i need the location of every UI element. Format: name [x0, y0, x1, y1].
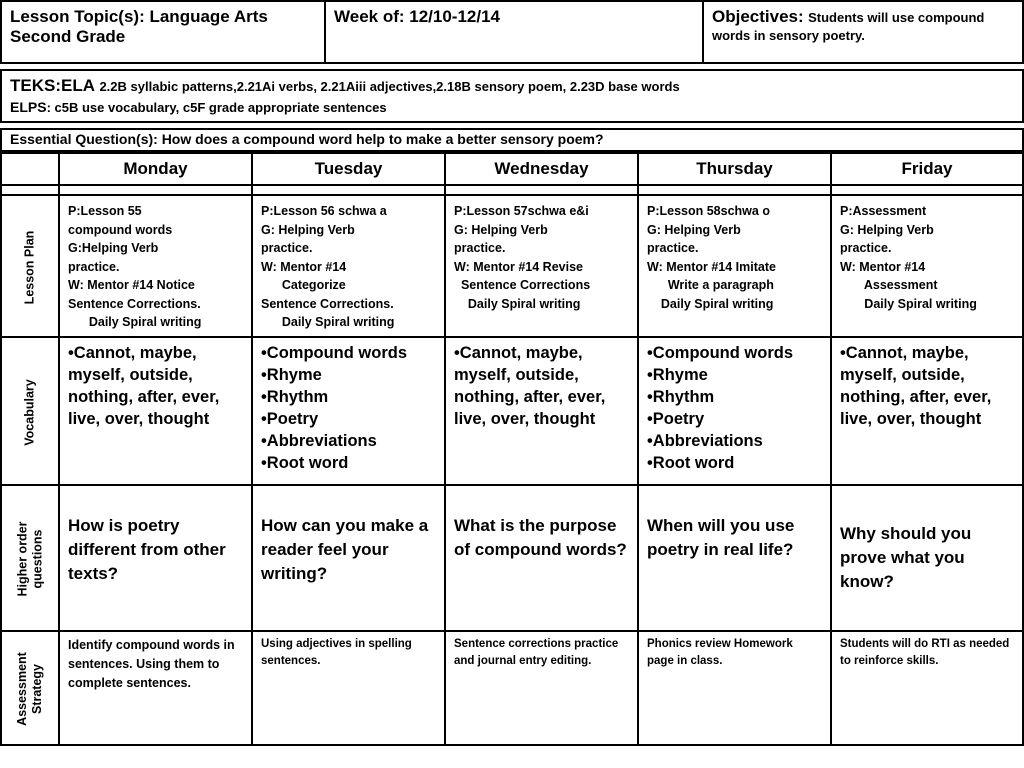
- lesson-plan-text: P:Lesson 56 schwa a G: Helping Verb practice. W: Mentor #14 Categorize Sentence Corrections. Daily Spiral writing: [261, 204, 395, 329]
- day-label: Monday: [123, 159, 188, 178]
- teks-text: 2.2B syllabic patterns,2.21Ai verbs, 2.21Aiii adjectives,2.18B sensory poem, 2.23D base words: [99, 79, 680, 94]
- row-label-assessment-line: Strategy: [30, 663, 44, 715]
- day-header-thursday: [639, 152, 832, 186]
- vocabulary-item: •Rhyme: [261, 366, 322, 384]
- higher-order-question: What is the purpose of compound words?: [454, 516, 627, 559]
- lesson-plan-text: P:Lesson 58schwa o G: Helping Verb practice. W: Mentor #14 Imitate Write a paragraph Daily Spiral writing: [647, 204, 776, 311]
- day-header-friday: [832, 152, 1024, 186]
- assessment-friday: [832, 632, 1024, 746]
- row-label-higher-order-line: Higher order: [15, 521, 30, 597]
- row-label-cell: [0, 152, 60, 186]
- vocabulary-item: •Poetry: [261, 410, 319, 428]
- higher-order-question: When will you use poetry in real life?: [647, 516, 795, 559]
- assessment-wednesday: [446, 632, 639, 746]
- day-label: Thursday: [696, 159, 773, 178]
- day-header-wednesday: [446, 152, 639, 186]
- assessment-text: Using adjectives in spelling sentences.: [261, 638, 412, 667]
- row-label-lesson-plan-text: Lesson Plan: [22, 230, 37, 304]
- lesson-plan-text: P:Lesson 55 compound words G:Helping Verb practice. W: Mentor #14 Notice Sentence Corrections. Daily Spiral writing: [68, 204, 202, 329]
- vocabulary-item: •Compound words: [647, 344, 794, 362]
- vocabulary-item: •Compound words: [261, 344, 408, 362]
- objectives-text: Students will use compound words in sensory poetry.: [712, 10, 985, 43]
- lesson-plan-tuesday: [253, 196, 446, 338]
- row-label-lesson-plan: [0, 196, 60, 338]
- teks-row: [0, 69, 1024, 123]
- higher-order-friday: [832, 486, 1024, 632]
- lesson-plan-thursday: [639, 196, 832, 338]
- essential-question-row: [0, 128, 1024, 152]
- vocabulary-thursday: [639, 338, 832, 486]
- row-label-higher-order: [0, 486, 60, 632]
- day-label: Friday: [901, 159, 953, 178]
- objectives-label: Objectives:: [712, 7, 804, 26]
- vocabulary-item: •Poetry: [647, 410, 705, 428]
- day-header-monday: [60, 152, 253, 186]
- vocabulary-wednesday: [446, 338, 639, 486]
- vocabulary-friday: [832, 338, 1024, 486]
- day-header-tuesday: [253, 152, 446, 186]
- assessment-text: Identify compound words in sentences. Using them to complete sentences.: [68, 638, 235, 690]
- elps-label: ELPS: [10, 99, 47, 115]
- assessment-text: Phonics review Homework page in class.: [647, 638, 793, 667]
- lesson-plan-wednesday: [446, 196, 639, 338]
- lesson-plan-text: P:Lesson 57schwa e&i G: Helping Verb practice. W: Mentor #14 Revise Sentence Corrections Daily Spiral writing: [454, 204, 591, 311]
- spacer-cell: [446, 186, 639, 196]
- topic-label: Lesson Topic(s): Language Arts: [10, 7, 268, 26]
- week-label: Week of: 12/10-12/14: [334, 7, 500, 26]
- higher-order-question: How can you make a reader feel your writing?: [261, 516, 429, 583]
- higher-order-thursday: [639, 486, 832, 632]
- assessment-tuesday: [253, 632, 446, 746]
- elps-text: : c5B use vocabulary, c5F grade appropriate sentences: [46, 100, 387, 115]
- vocabulary-item: •Rhythm: [261, 388, 329, 406]
- vocabulary-item: •Abbreviations: [647, 432, 763, 450]
- vocabulary-tuesday: [253, 338, 446, 486]
- higher-order-tuesday: [253, 486, 446, 632]
- assessment-text: Students will do RTI as needed to reinforce skills.: [840, 638, 1010, 667]
- objectives-cell: [704, 2, 1022, 64]
- spacer-cell: [60, 186, 253, 196]
- vocabulary-item: •Rhyme: [647, 366, 708, 384]
- spacer-cell: [639, 186, 832, 196]
- header-row: [0, 0, 1024, 64]
- spacer-cell: [832, 186, 1024, 196]
- row-label-assessment-line: Assessment: [15, 652, 29, 726]
- topic-cell: [2, 2, 326, 64]
- higher-order-wednesday: [446, 486, 639, 632]
- teks-label: TEKS:ELA: [10, 76, 95, 95]
- essential-question: Essential Question(s): How does a compound word help to make a better sensory poem?: [10, 131, 604, 147]
- vocabulary-item: •Cannot, maybe, myself, outside, nothing, after, ever, live, over, thought: [454, 344, 606, 428]
- row-label-vocabulary-text: Vocabulary: [22, 378, 37, 446]
- lesson-plan-friday: [832, 196, 1024, 338]
- vocabulary-item: •Cannot, maybe, myself, outside, nothing, after, ever, live, over, thought: [840, 344, 992, 428]
- vocabulary-item: •Rhythm: [647, 388, 715, 406]
- higher-order-question: Why should you prove what you know?: [840, 524, 972, 591]
- day-label: Tuesday: [314, 159, 383, 178]
- row-label-cell: [0, 186, 60, 196]
- higher-order-question: How is poetry different from other texts?: [68, 516, 226, 583]
- day-label: Wednesday: [494, 159, 589, 178]
- spacer-cell: [253, 186, 446, 196]
- higher-order-monday: [60, 486, 253, 632]
- vocabulary-monday: [60, 338, 253, 486]
- row-label-assessment: [0, 632, 60, 746]
- row-label-vocabulary: [0, 338, 60, 486]
- vocabulary-item: •Root word: [647, 454, 735, 472]
- assessment-thursday: [639, 632, 832, 746]
- lesson-plan-text: P:Assessment G: Helping Verb practice. W: Mentor #14 Assessment Daily Spiral writing: [840, 204, 977, 311]
- vocabulary-item: •Root word: [261, 454, 349, 472]
- lesson-plan-monday: [60, 196, 253, 338]
- row-label-higher-order-line: questions: [30, 529, 45, 589]
- vocabulary-item: •Abbreviations: [261, 432, 377, 450]
- topic-value: Second Grade: [10, 27, 126, 46]
- week-cell: [326, 2, 704, 64]
- assessment-monday: [60, 632, 253, 746]
- assessment-text: Sentence corrections practice and journal entry editing.: [454, 638, 619, 667]
- vocabulary-item: •Cannot, maybe, myself, outside, nothing, after, ever, live, over, thought: [68, 344, 220, 428]
